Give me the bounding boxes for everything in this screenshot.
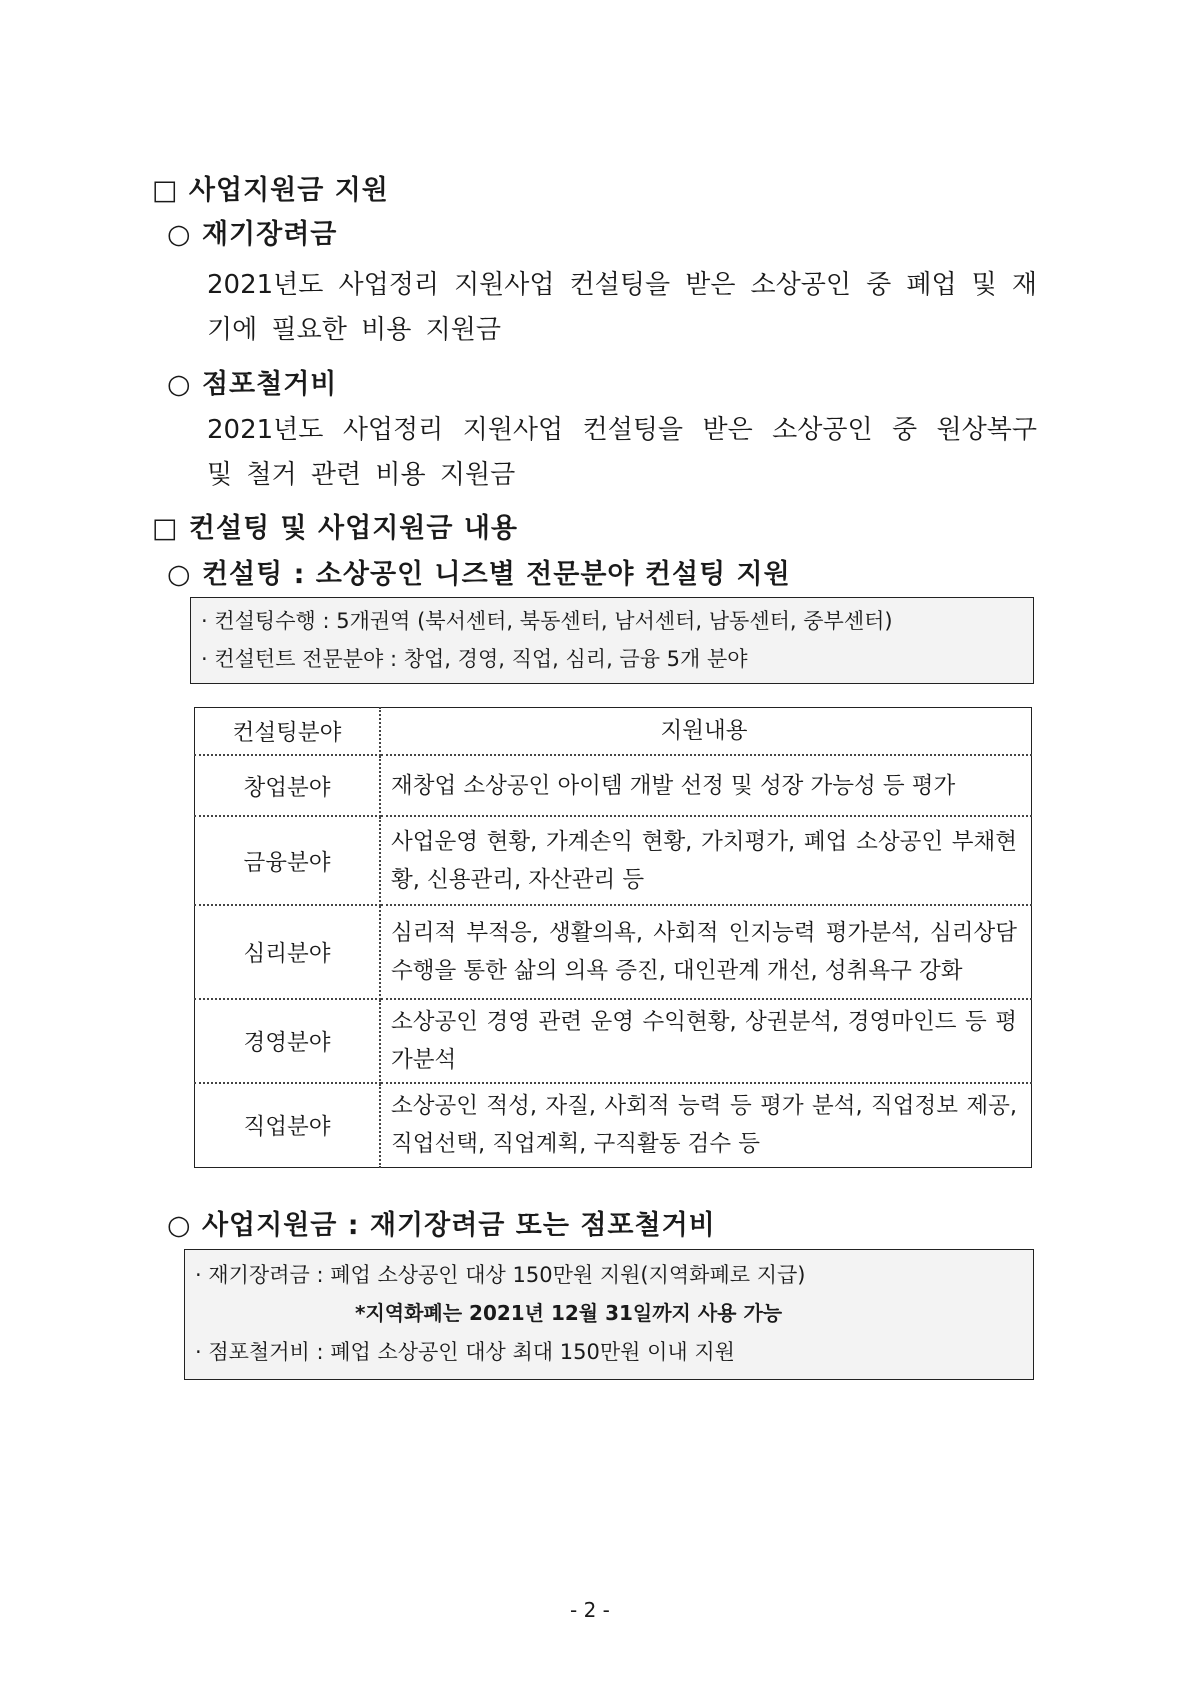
table-cell-content: 심리적 부적응, 생활의욕, 사회적 인지능력 평가분석, 심리상담 수행을 통한 삶의 의욕 증진, 대인관계 개선, 성취욕구 강화 (380, 905, 1032, 999)
consulting-fields-table (194, 707, 1032, 1168)
table-cell-content: 소상공인 경영 관련 운영 수익현황, 상권분석, 경영마인드 등 평가분석 (380, 999, 1032, 1083)
store-demolition-description: 2021년도 사업정리 지원사업 컨설팅을 받은 소상공인 중 원상복구 및 철거 관련 비용 지원금 (207, 415, 1037, 490)
table-cell-field: 심리분야 (195, 905, 381, 999)
table-cell-field: 직업분야 (195, 1083, 381, 1167)
table-cell-content: 재창업 소상공인 아이템 개발 선정 및 성장 가능성 등 평가 (380, 755, 1032, 816)
table-row (195, 755, 1032, 816)
reentry-grant-line: · 재기장려금 : 폐업 소상공인 대상 150만원 지원(지역화폐로 지급) (195, 1263, 806, 1287)
page-number: - 2 - (570, 1598, 610, 1622)
consultant-fields-line: · 컨설턴트 전문분야 : 창업, 경영, 직업, 심리, 금융 5개 분야 (201, 647, 748, 671)
section-title-business-grant: □ 사업지원금 지원 (152, 175, 389, 206)
subsection-title-reentry-grant: ○ 재기장려금 (167, 219, 338, 250)
table-cell-content: 사업운영 현황, 가계손익 현황, 가치평가, 폐업 소상공인 부채현황, 신용관리, 자산관리 등 (380, 816, 1032, 905)
table-header-field: 컨설팅분야 (195, 708, 381, 756)
reentry-grant-description: 2021년도 사업정리 지원사업 컨설팅을 받은 소상공인 중 폐업 및 재기에 필요한 비용 지원금 (207, 270, 1037, 345)
table-row (195, 999, 1032, 1083)
table-cell-content: 소상공인 적성, 자질, 사회적 능력 등 평가 분석, 직업정보 제공, 직업선택, 직업계획, 구직활동 검수 등 (391, 1093, 1017, 1158)
consulting-info-box (190, 597, 1034, 684)
consulting-regions-line: · 컨설팅수행 : 5개권역 (북서센터, 북동센터, 남서센터, 남동센터, 중부센터) (201, 609, 893, 633)
table-cell-field: 경영분야 (195, 999, 381, 1083)
table-cell-field: 금융분야 (195, 816, 381, 905)
subsection-title-store-demolition: ○ 점포철거비 (167, 369, 338, 400)
demolition-grant-line: · 점포철거비 : 폐업 소상공인 대상 최대 150만원 이내 지원 (195, 1340, 735, 1364)
section-title-consulting-content: □ 컨설팅 및 사업지원금 내용 (152, 513, 519, 544)
local-currency-note: *지역화폐는 2021년 12월 31일까지 사용 가능 (355, 1301, 783, 1325)
table-row (195, 905, 1032, 999)
subsection-title-consulting: ○ 컨설팅 : 소상공인 니즈별 전문분야 컨설팅 지원 (167, 559, 791, 590)
table-row (195, 816, 1032, 905)
table-header-content: 지원내용 (380, 708, 1032, 756)
subsection-title-business-grant: ○ 사업지원금 : 재기장려금 또는 점포철거비 (167, 1210, 716, 1241)
grant-info-box (184, 1249, 1034, 1380)
table-header-row (195, 708, 1032, 756)
table-cell-field: 창업분야 (195, 755, 381, 816)
table-row (195, 1083, 1032, 1167)
